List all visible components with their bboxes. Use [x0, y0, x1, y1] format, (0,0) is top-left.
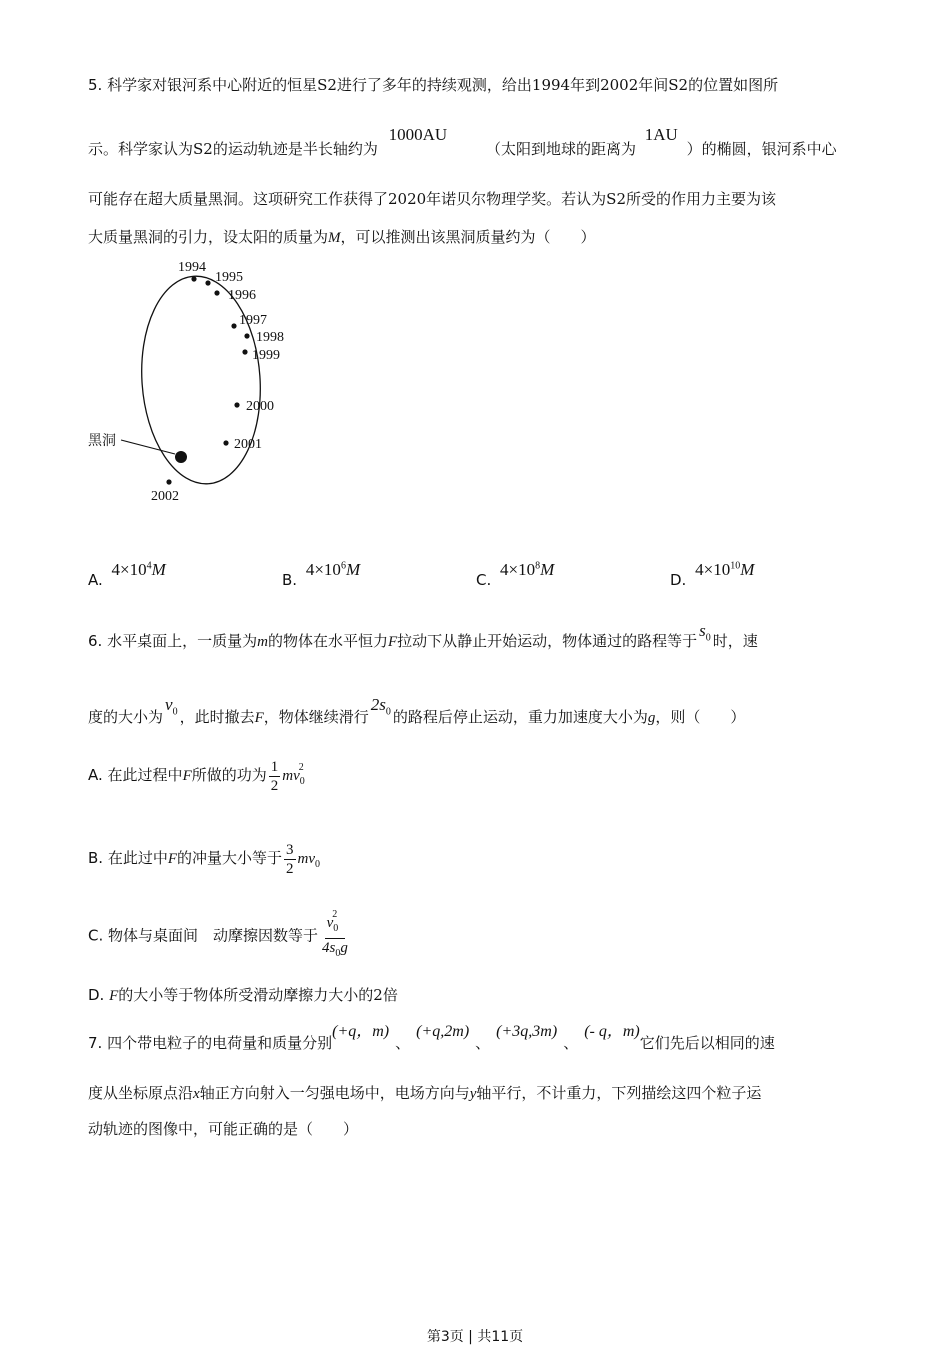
- q5-line4: [88, 226, 860, 249]
- q6-text-2a: 度的大小为: [88, 708, 164, 726]
- orbit-point-1998: [244, 333, 249, 338]
- q5-formula-1000au: 1000AU: [388, 125, 448, 144]
- q6-text-2e: ，则（ ）: [655, 708, 746, 726]
- q5-formula-1au: 1AU: [644, 125, 678, 144]
- q7-text-3: 动轨迹的图像中，可能正确的是（ ）: [88, 1120, 359, 1138]
- q6-text-1a: 水平桌面上，一质量为: [107, 632, 258, 650]
- q7-sep-1: 、: [395, 1034, 411, 1052]
- q5-text-2b: （太阳到地球的距离为: [485, 140, 636, 158]
- orbit-point-2001: [223, 440, 228, 445]
- orbit-point-1995: [205, 280, 210, 285]
- q5-text-4a: 大质量黑洞的引力，设太阳的质量为: [88, 228, 329, 246]
- q6-2s0: $2s_0$: [370, 695, 391, 718]
- q6-option-c-fraction: $\frac{v_0^2}{4s_0g}$: [322, 909, 348, 959]
- q5-text-3: 可能存在超大质量黑洞。这项研究工作获得了2020年诺贝尔物理学奖。若认为S2所受的作用力主要为该: [88, 190, 776, 208]
- q6-option-a-label: A.: [88, 766, 103, 784]
- option-a-label: A.: [88, 571, 103, 589]
- year-label-1994: 1994: [178, 260, 206, 275]
- q7-line2: [88, 1082, 860, 1105]
- q5-line1: [88, 74, 860, 96]
- q6-var-m: m: [257, 634, 268, 650]
- q6-text-1c: 拉动下从静止开始运动，物体通过的路程等于: [397, 632, 698, 650]
- option-c-coef: 4: [500, 560, 509, 579]
- q6-var-g: g: [647, 710, 656, 726]
- orbit-point-2000: [234, 402, 239, 407]
- q5-option-c[interactable]: [476, 560, 555, 589]
- year-label-1999: 1999: [252, 348, 280, 363]
- q5-line2: [88, 125, 860, 160]
- orbit-point-1999: [242, 349, 247, 354]
- orbit-point-1997: [231, 323, 236, 328]
- q6-option-b-mv0: $mv_0$: [297, 851, 321, 870]
- q6-option-c-text: 物体与桌面间 动摩擦因数等于: [108, 926, 319, 945]
- q6-option-a-text2: 所做的功为: [191, 766, 267, 784]
- q6-option-c[interactable]: [88, 910, 860, 963]
- q6-text-1d: 时，速: [712, 632, 758, 650]
- year-label-2000: 2000: [246, 399, 274, 414]
- orbit-point-1994: [191, 276, 196, 281]
- q6-text-2d: 的路程后停止运动，重力加速度大小为: [392, 708, 648, 726]
- option-b-times: ×10: [314, 560, 341, 579]
- q6-s0: $s_0$: [699, 621, 711, 644]
- option-d-exp: 10: [730, 560, 741, 572]
- q6-v0: $v_0$: [165, 695, 178, 718]
- q6-number: 6.: [88, 632, 103, 650]
- q6-var-F: F: [387, 634, 398, 650]
- option-a-exp: 4: [146, 560, 152, 572]
- q6-option-b-text: 在此过中: [107, 849, 168, 867]
- year-label-1997: 1997: [239, 313, 267, 328]
- orbit-ellipse: [135, 272, 267, 488]
- q7-line3: [88, 1118, 860, 1140]
- q6-text-2b: ，此时撤去: [179, 708, 255, 726]
- q5-option-b[interactable]: [282, 560, 361, 589]
- q5-number: 5.: [88, 76, 103, 94]
- option-b-unit: M: [345, 560, 361, 579]
- q6-text-2c: ，物体继续滑行: [263, 708, 369, 726]
- q6-option-d-F: F: [109, 988, 119, 1004]
- option-b-exp: 6: [340, 560, 346, 572]
- q5-text-4b: ，可以推测出该黑洞质量约为（ ）: [340, 228, 596, 246]
- black-hole-leader-line: [121, 440, 175, 454]
- q5-var-M: M: [328, 230, 341, 246]
- q7-particle-3: (+3q,3m): [496, 1023, 558, 1040]
- option-d-coef: 4: [695, 560, 704, 579]
- option-d-times: ×10: [703, 560, 731, 579]
- q7-sep-2: 、: [475, 1034, 491, 1052]
- q6-option-a[interactable]: [88, 752, 860, 802]
- q6-option-b-label: B.: [88, 849, 104, 867]
- q6-option-c-label: C.: [88, 926, 104, 945]
- q7-text-1a: 四个带电粒子的电荷量和质量分别: [107, 1034, 333, 1052]
- option-d-unit: M: [740, 560, 755, 579]
- option-a-times: ×10: [120, 560, 147, 579]
- q7-particle-1: (+q，m): [332, 1023, 390, 1040]
- q6-option-a-fraction: $\frac{1}{2}$: [270, 758, 279, 794]
- q5-text-2c: ）的椭圆，银河系中心: [686, 140, 837, 158]
- q7-var-x: x: [193, 1086, 200, 1102]
- q5-option-d[interactable]: [670, 560, 755, 589]
- q6-text-1b: 的物体在水平恒力: [267, 632, 388, 650]
- q6-option-b[interactable]: [88, 838, 860, 885]
- q7-var-y: y: [469, 1086, 477, 1102]
- q7-text-1b: 它们先后以相同的速: [639, 1034, 775, 1052]
- year-label-2002: 2002: [151, 489, 179, 504]
- option-d-label: D.: [670, 571, 687, 589]
- option-a-coef: 4: [111, 560, 121, 579]
- q6-var-F-2: F: [254, 710, 264, 726]
- q6-line1: [88, 621, 860, 659]
- s2-orbit-figure: [80, 252, 310, 512]
- q6-line2: [88, 695, 860, 735]
- black-hole-label: 黑洞: [88, 434, 116, 449]
- q6-option-b-fraction: $\frac{3}{2}$: [286, 841, 294, 877]
- q5-text-1: 科学家对银河系中心附近的恒星S2进行了多年的持续观测，给出1994年到2002年间S2的位置如图所: [107, 76, 779, 94]
- q6-option-b-text2: 的冲量大小等于: [177, 849, 283, 867]
- page-footer: 第3页 | 共11页: [426, 1329, 524, 1345]
- q5-option-a[interactable]: [88, 560, 166, 589]
- q6-option-b-F: F: [167, 851, 178, 867]
- black-hole-dot: [175, 451, 187, 463]
- q7-number: 7.: [88, 1034, 103, 1052]
- q6-option-d[interactable]: [88, 984, 860, 1007]
- q6-option-d-text: 的大小等于物体所受滑动摩擦力大小的2倍: [118, 986, 398, 1004]
- year-label-1998: 1998: [256, 330, 284, 345]
- q7-text-2a: 度从坐标原点沿: [88, 1084, 194, 1102]
- q6-option-a-mv0sq: $mv_0^2$: [282, 762, 305, 787]
- q7-text-2c: 轴平行，不计重力，下列描绘这四个粒子运: [476, 1084, 762, 1102]
- option-c-label: C.: [476, 571, 492, 589]
- q6-option-a-text: 在此过程中: [107, 766, 183, 784]
- q5-line3: [88, 188, 860, 210]
- q6-option-a-F: F: [182, 768, 192, 784]
- q7-sep-3: 、: [563, 1034, 579, 1052]
- option-a-unit: M: [151, 560, 166, 579]
- option-c-times: ×10: [508, 560, 536, 579]
- option-b-coef: 4: [305, 560, 315, 579]
- q7-particle-2: (+q,2m): [416, 1023, 470, 1040]
- q7-text-2b: 轴正方向射入一匀强电场中，电场方向与: [199, 1084, 470, 1102]
- year-label-1996: 1996: [228, 288, 256, 303]
- option-c-exp: 8: [535, 560, 541, 572]
- q5-text-2a: 示。科学家认为S2的运动轨迹是半长轴约为: [88, 140, 378, 158]
- q7-particle-4: (- q，m): [584, 1023, 640, 1040]
- q6-option-d-label: D.: [88, 986, 105, 1004]
- orbit-point-1996: [214, 290, 219, 295]
- year-label-2001: 2001: [234, 437, 262, 452]
- option-c-unit: M: [540, 560, 555, 579]
- option-b-label: B.: [282, 571, 298, 589]
- q7-line1: [88, 1023, 860, 1055]
- year-label-1995: 1995: [215, 270, 243, 285]
- orbit-point-2002: [166, 479, 171, 484]
